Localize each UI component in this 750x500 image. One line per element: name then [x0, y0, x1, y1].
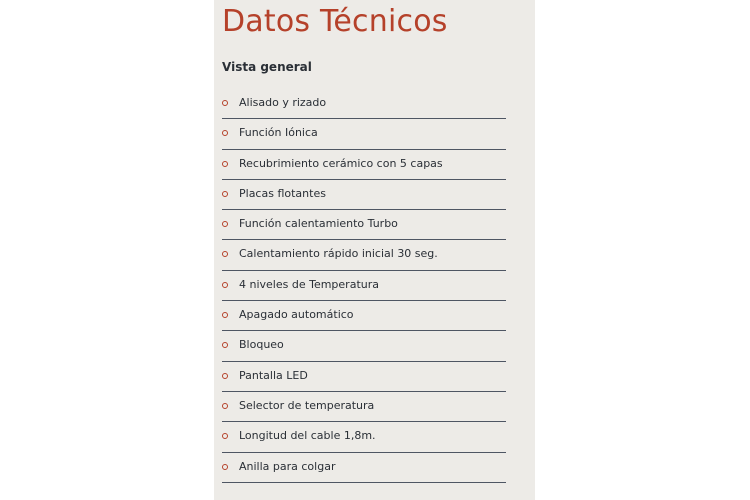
list-item — [222, 150, 506, 180]
bullet-icon — [222, 221, 228, 227]
bullet-icon — [222, 161, 228, 167]
list-item-label: 4 niveles de Temperatura — [239, 277, 379, 291]
bullet-icon — [222, 464, 228, 470]
list-item-label: Función calentamiento Turbo — [239, 217, 398, 231]
list-item — [222, 119, 506, 149]
bullet-icon — [222, 342, 228, 348]
section-subtitle: Vista general — [222, 60, 312, 74]
bullet-icon — [222, 373, 228, 379]
list-item-label: Calentamiento rápido inicial 30 seg. — [239, 247, 438, 261]
bullet-icon — [222, 403, 228, 409]
list-item — [222, 422, 506, 452]
list-item-label: Bloqueo — [239, 338, 284, 352]
bullet-icon — [222, 312, 228, 318]
list-item-label: Función Iónica — [239, 126, 318, 140]
bullet-icon — [222, 100, 228, 106]
list-item-label: Longitud del cable 1,8m. — [239, 429, 376, 443]
list-item-label: Anilla para colgar — [239, 459, 336, 473]
list-item — [222, 331, 506, 361]
list-item — [222, 89, 506, 119]
list-item-label: Selector de temperatura — [239, 398, 375, 412]
list-item — [222, 271, 506, 301]
list-item-label: Placas flotantes — [239, 186, 326, 200]
technical-data-panel — [214, 0, 535, 500]
bullet-icon — [222, 130, 228, 136]
page-title: Datos Técnicos — [222, 4, 448, 39]
list-item-label: Recubrimiento cerámico con 5 capas — [239, 156, 443, 170]
list-item — [222, 362, 506, 392]
list-item-label: Apagado automático — [239, 308, 354, 322]
bullet-icon — [222, 191, 228, 197]
list-item — [222, 210, 506, 240]
bullet-icon — [222, 282, 228, 288]
list-item — [222, 301, 506, 331]
bullet-icon — [222, 433, 228, 439]
list-item — [222, 392, 506, 422]
list-item-label: Pantalla LED — [239, 368, 308, 382]
list-item — [222, 240, 506, 270]
feature-list — [222, 89, 506, 483]
list-item — [222, 180, 506, 210]
list-item-label: Alisado y rizado — [239, 96, 327, 109]
bullet-icon — [222, 251, 228, 257]
list-item — [222, 453, 506, 483]
